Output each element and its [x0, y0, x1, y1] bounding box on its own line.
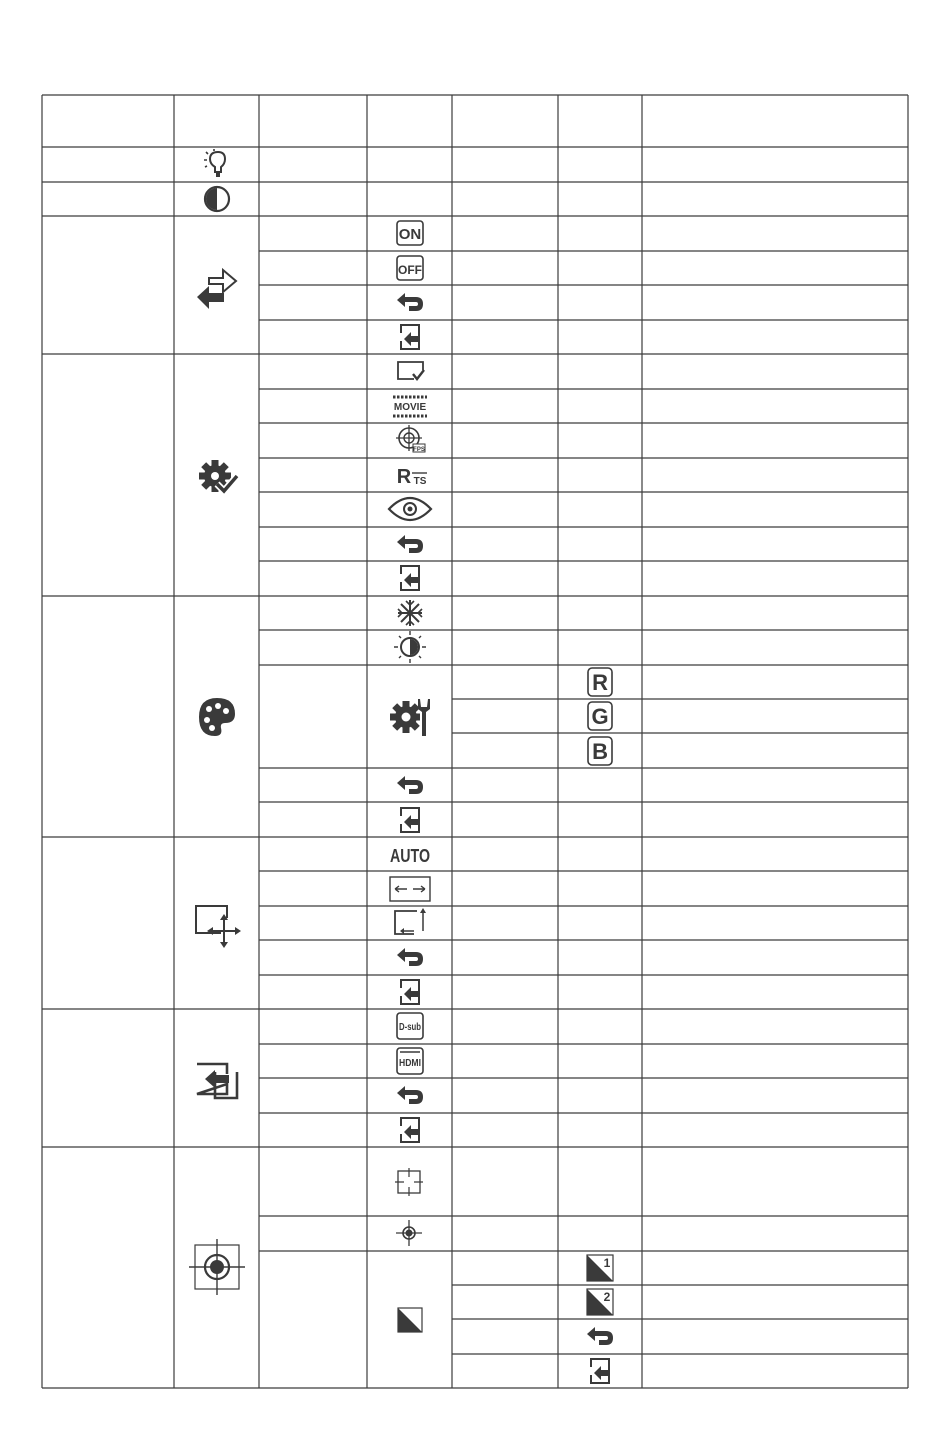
on-icon — [397, 221, 423, 245]
cool-icon — [398, 600, 422, 626]
input-source-icon — [197, 1064, 237, 1098]
svg-text:HDMI: HDMI — [399, 1058, 422, 1069]
exit-icon — [399, 1118, 419, 1142]
svg-text:OFF: OFF — [398, 263, 422, 277]
return-icon — [397, 293, 423, 311]
fps-icon — [396, 425, 425, 453]
color-palette-icon — [199, 698, 235, 736]
svg-text:1: 1 — [603, 1256, 611, 1270]
red-icon — [588, 668, 612, 696]
exit-icon — [399, 566, 419, 590]
svg-text:B: B — [592, 739, 608, 764]
svg-text:R: R — [396, 466, 412, 488]
svg-text:TS: TS — [413, 476, 427, 487]
svg-text:2: 2 — [603, 1290, 611, 1304]
return-icon — [587, 1327, 613, 1345]
dcr-swap-icon — [197, 270, 236, 309]
dsub-icon — [397, 1013, 423, 1039]
crosshair-type-icon — [398, 1308, 422, 1332]
eye-icon — [389, 498, 431, 520]
svg-text:G: G — [591, 704, 609, 729]
h-position-icon — [390, 877, 430, 901]
svg-text:D-sub: D-sub — [399, 1022, 421, 1033]
auto-adjust-icon — [390, 846, 430, 866]
svg-text:FPS: FPS — [413, 447, 425, 453]
exit-icon — [399, 325, 419, 349]
table-grid — [42, 95, 908, 1388]
svg-text:MOVIE: MOVIE — [393, 402, 427, 413]
user-color-icon — [390, 699, 430, 736]
standard-mode-icon — [398, 362, 424, 379]
exit-icon — [399, 808, 419, 832]
warm-icon — [394, 631, 426, 663]
position-move-icon — [196, 906, 241, 948]
crosshair-center-icon — [396, 1220, 422, 1246]
green-icon — [588, 702, 612, 730]
crosshair-frame-icon — [395, 1168, 423, 1196]
brightness-icon — [204, 149, 225, 176]
hdmi-icon — [397, 1048, 423, 1074]
return-icon — [397, 776, 423, 794]
off-icon — [397, 256, 423, 280]
blue-icon — [588, 737, 612, 765]
picture-mode-gear-check-icon — [199, 460, 237, 492]
return-icon — [397, 948, 423, 966]
crosshair-2-icon — [587, 1289, 613, 1315]
svg-text:R: R — [592, 670, 608, 695]
return-icon — [397, 1086, 423, 1104]
exit-icon — [399, 980, 419, 1004]
rts-icon — [397, 466, 427, 488]
svg-text:AUTO: AUTO — [390, 846, 430, 866]
crosshair-target-icon — [189, 1239, 245, 1295]
v-position-icon — [395, 908, 426, 934]
crosshair-1-icon — [587, 1255, 613, 1281]
svg-text:ON: ON — [398, 226, 422, 243]
exit-icon — [589, 1359, 609, 1383]
return-icon — [397, 535, 423, 553]
movie-icon — [393, 397, 427, 416]
contrast-icon — [205, 187, 229, 211]
